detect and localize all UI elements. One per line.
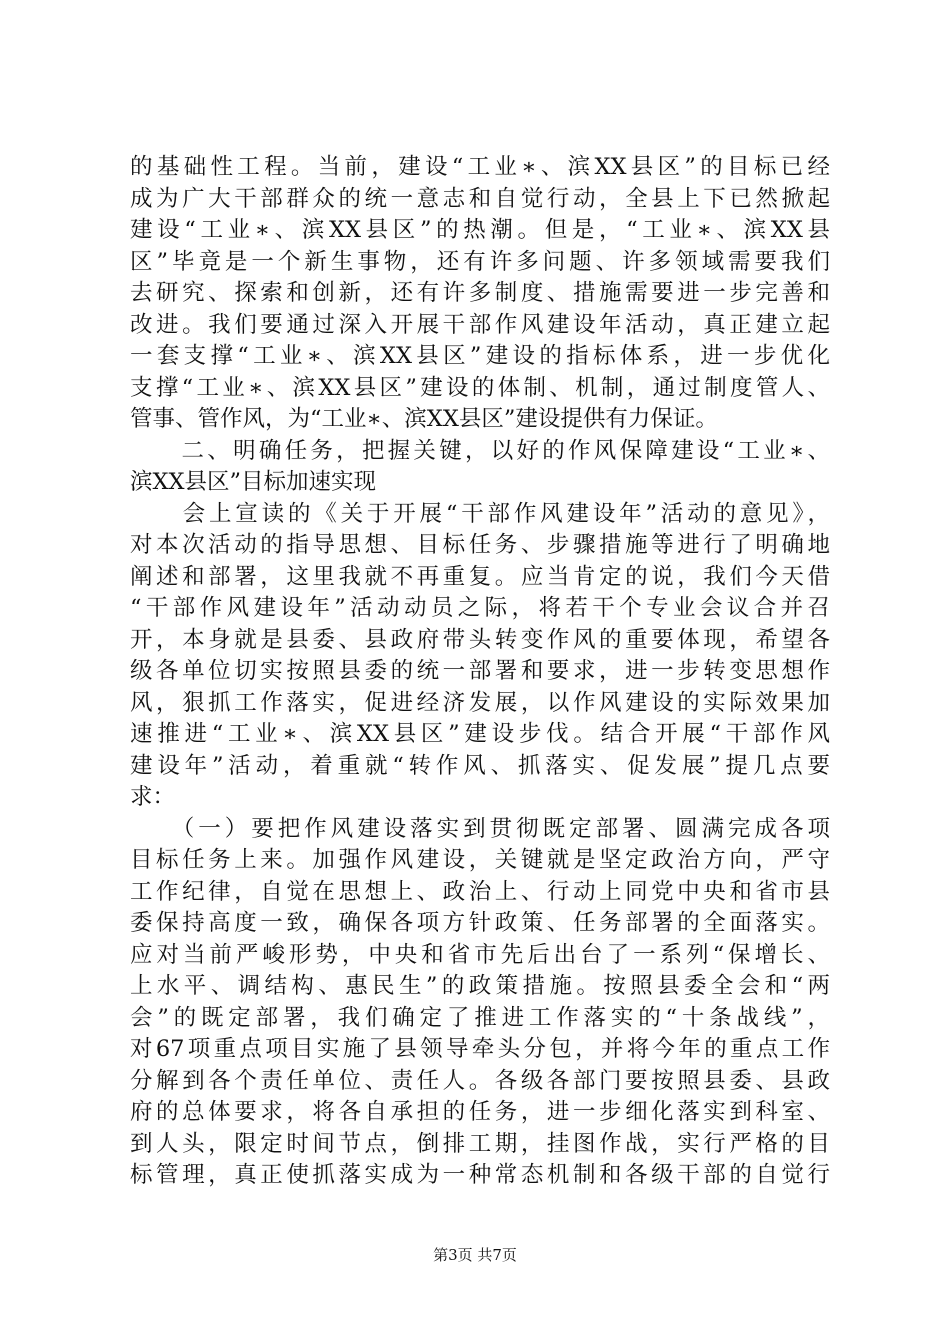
text-line: 分解到各个责任单位、责任人。各级各部门要按照县委、县政 [130,1067,830,1094]
text-line: 成为广大干部群众的统一意志和自觉行动，全县上下已然掀起 [130,185,830,212]
text-line: 对67项重点项目实施了县领导牵头分包，并将今年的重点工作 [130,1036,830,1062]
text-line: 府的总体要求，将各自承担的任务，进一步细化落实到科室、 [130,1099,830,1125]
text-line: 求： [130,784,176,810]
text-line: （一）要把作风建设落实到贯彻既定部署、圆满完成各项 [130,815,830,842]
text-line: “干部作风建设年”活动动员之际，将若干个专业会议合并召 [130,595,830,621]
text-line: 对本次活动的指导思想、目标任务、步骤措施等进行了明确地 [130,532,830,558]
text-line: 目标任务上来。加强作风建设，关键就是坚定政治方向，严守 [130,847,830,873]
text-line: 应对当前严峻形势，中央和省市先后出台了一系列“保增长、 [130,941,830,968]
text-line: 标管理，真正使抓落实成为一种常态机制和各级干部的自觉行 [130,1162,830,1188]
section-heading-line: 滨XX县区”目标加速实现 [130,469,377,495]
text-line: 区”毕竟是一个新生事物，还有许多问题、许多领域需要我们 [130,248,830,275]
text-line: 到人头，限定时间节点，倒排工期，挂图作战，实行严格的目 [130,1130,830,1157]
text-line: 一套支撑“工业∗、滨XX县区”建设的指标体系，进一步优化 [130,343,830,369]
text-line: 速推进“工业∗、滨XX县区”建设步伐。结合开展“干部作风 [130,721,830,747]
text-line: 上水平、调结构、惠民生”的政策措施。按照县委全会和“两 [130,973,830,999]
text-line: 级各单位切实按照县委的统一部署和要求，进一步转变思想作 [130,658,830,684]
text-line: 阐述和部署，这里我就不再重复。应当肯定的说，我们今天借 [130,563,830,590]
text-line: 改进。我们要通过深入开展干部作风建设年活动，真正建立起 [130,311,830,338]
text-line: 支撑“工业∗、滨XX县区”建设的体制、机制，通过制度管人、 [130,374,830,401]
text-line: 委保持高度一致，确保各项方针政策、任务部署的全面落实。 [130,910,830,936]
document-body [130,152,830,1192]
text-line: 建设“工业∗、滨XX县区”的热潮。但是，“工业∗、滨XX县 [130,217,830,243]
text-line: 会上宣读的《关于开展“干部作风建设年”活动的意见》， [130,500,830,527]
text-line: 会”的既定部署，我们确定了推进工作落实的“十条战线”， [130,1004,830,1031]
text-line: 工作纪律，自觉在思想上、政治上、行动上同党中央和省市县 [130,878,830,905]
text-line: 风，狠抓工作落实，促进经济发展，以作风建设的实际效果加 [130,689,830,716]
text-line: 的基础性工程。当前，建设“工业∗、滨XX县区”的目标已经 [130,154,830,180]
section-heading-line: 二、明确任务，把握关键，以好的作风保障建设“工业∗、 [130,437,830,464]
text-line: 去研究、探索和创新，还有许多制度、措施需要进一步完善和 [130,280,830,306]
text-line: 管事、管作风，为“工业∗、滨XX县区”建设提供有力保证。 [130,406,718,432]
text-line: 开，本身就是县委、县政府带头转变作风的重要体现，希望各 [130,626,830,653]
page-number-footer: 第3页 共7页 [433,1246,517,1264]
text-line: 建设年”活动，着重就“转作风、抓落实、促发展”提几点要 [130,752,830,779]
